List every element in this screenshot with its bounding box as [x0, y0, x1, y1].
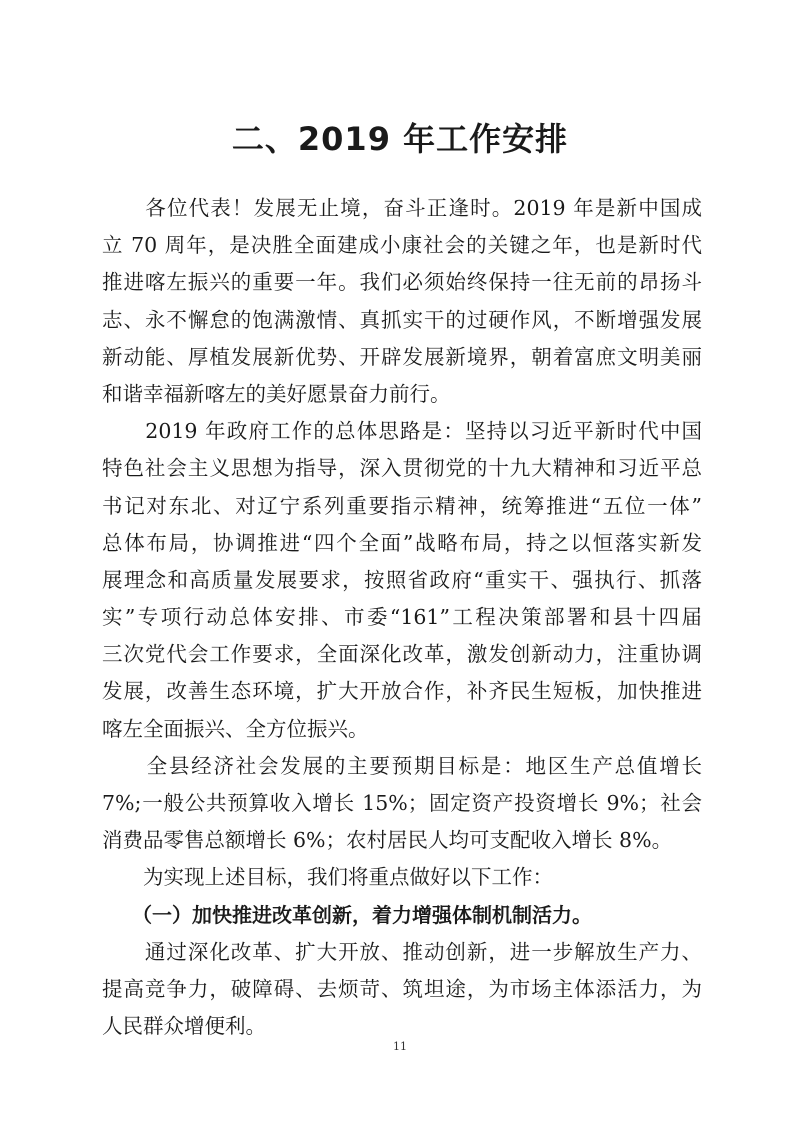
text-line: 展理念和高质量发展要求，按照省政府“重实干、强执行、抓落 — [102, 567, 702, 592]
text-line: 各位代表！发展无止境，奋斗正逢时。2019 年是新中国成 — [102, 196, 702, 220]
text-line: 书记对东北、对辽宁系列重要指示精神，统筹推进“五位一体” — [102, 493, 702, 518]
text-line: 三次党代会工作要求，全面深化改革，激发创新动力，注重协调 — [102, 642, 702, 667]
body-text — [102, 190, 702, 1045]
text-line: 特色社会主义思想为指导，深入贯彻党的十九大精神和习近平总 — [102, 456, 702, 481]
text-line: 喀左全面振兴、全方位振兴。 — [102, 716, 369, 741]
text-line: 全县经济社会发展的主要预期目标是：地区生产总值增长 — [102, 753, 702, 778]
text-line: 立 70 周年，是决胜全面建成小康社会的关键之年，也是新时代 — [102, 233, 702, 258]
text-line: 2019 年政府工作的总体思路是：坚持以习近平新时代中国 — [102, 419, 702, 444]
text-line: 通过深化改革、扩大开放、推动创新，进一步解放生产力、 — [102, 939, 702, 964]
page-title: 二、2019 年工作安排 — [231, 120, 569, 158]
text-line: 为实现上述目标，我们将重点做好以下工作： — [102, 865, 553, 890]
text-line: 和谐幸福新喀左的美好愿景奋力前行。 — [102, 381, 451, 406]
page-number: 11 — [393, 1040, 407, 1053]
text-line: 总体布局，协调推进“四个全面”战略布局，持之以恒落实新发 — [102, 530, 702, 555]
section-heading: （一）加快推进改革创新，着力增强体制机制活力。 — [102, 902, 592, 927]
text-line: 实”专项行动总体安排、市委“161”工程决策部署和县十四届 — [102, 605, 702, 630]
text-line: 志、永不懈怠的饱满激情、真抓实干的过硬作风，不断增强发展 — [102, 307, 702, 332]
text-line: 新动能、厚植发展新优势、开辟发展新境界，朝着富庶文明美丽 — [102, 344, 702, 369]
text-line: 提高竞争力，破障碍、去烦苛、筑坦途，为市场主体添活力，为 — [102, 976, 702, 1001]
text-line: 发展，改善生态环境，扩大开放合作，补齐民生短板，加快推进 — [102, 679, 702, 704]
text-line: 消费品零售总额增长 6%；农村居民人均可支配收入增长 8%。 — [102, 828, 673, 853]
text-line: 人民群众增便利。 — [102, 1014, 266, 1039]
text-line: 推进喀左振兴的重要一年。我们必须始终保持一往无前的昂扬斗 — [102, 270, 702, 295]
text-line: 7%;一般公共预算收入增长 15%；固定资产投资增长 9%；社会 — [102, 791, 702, 815]
